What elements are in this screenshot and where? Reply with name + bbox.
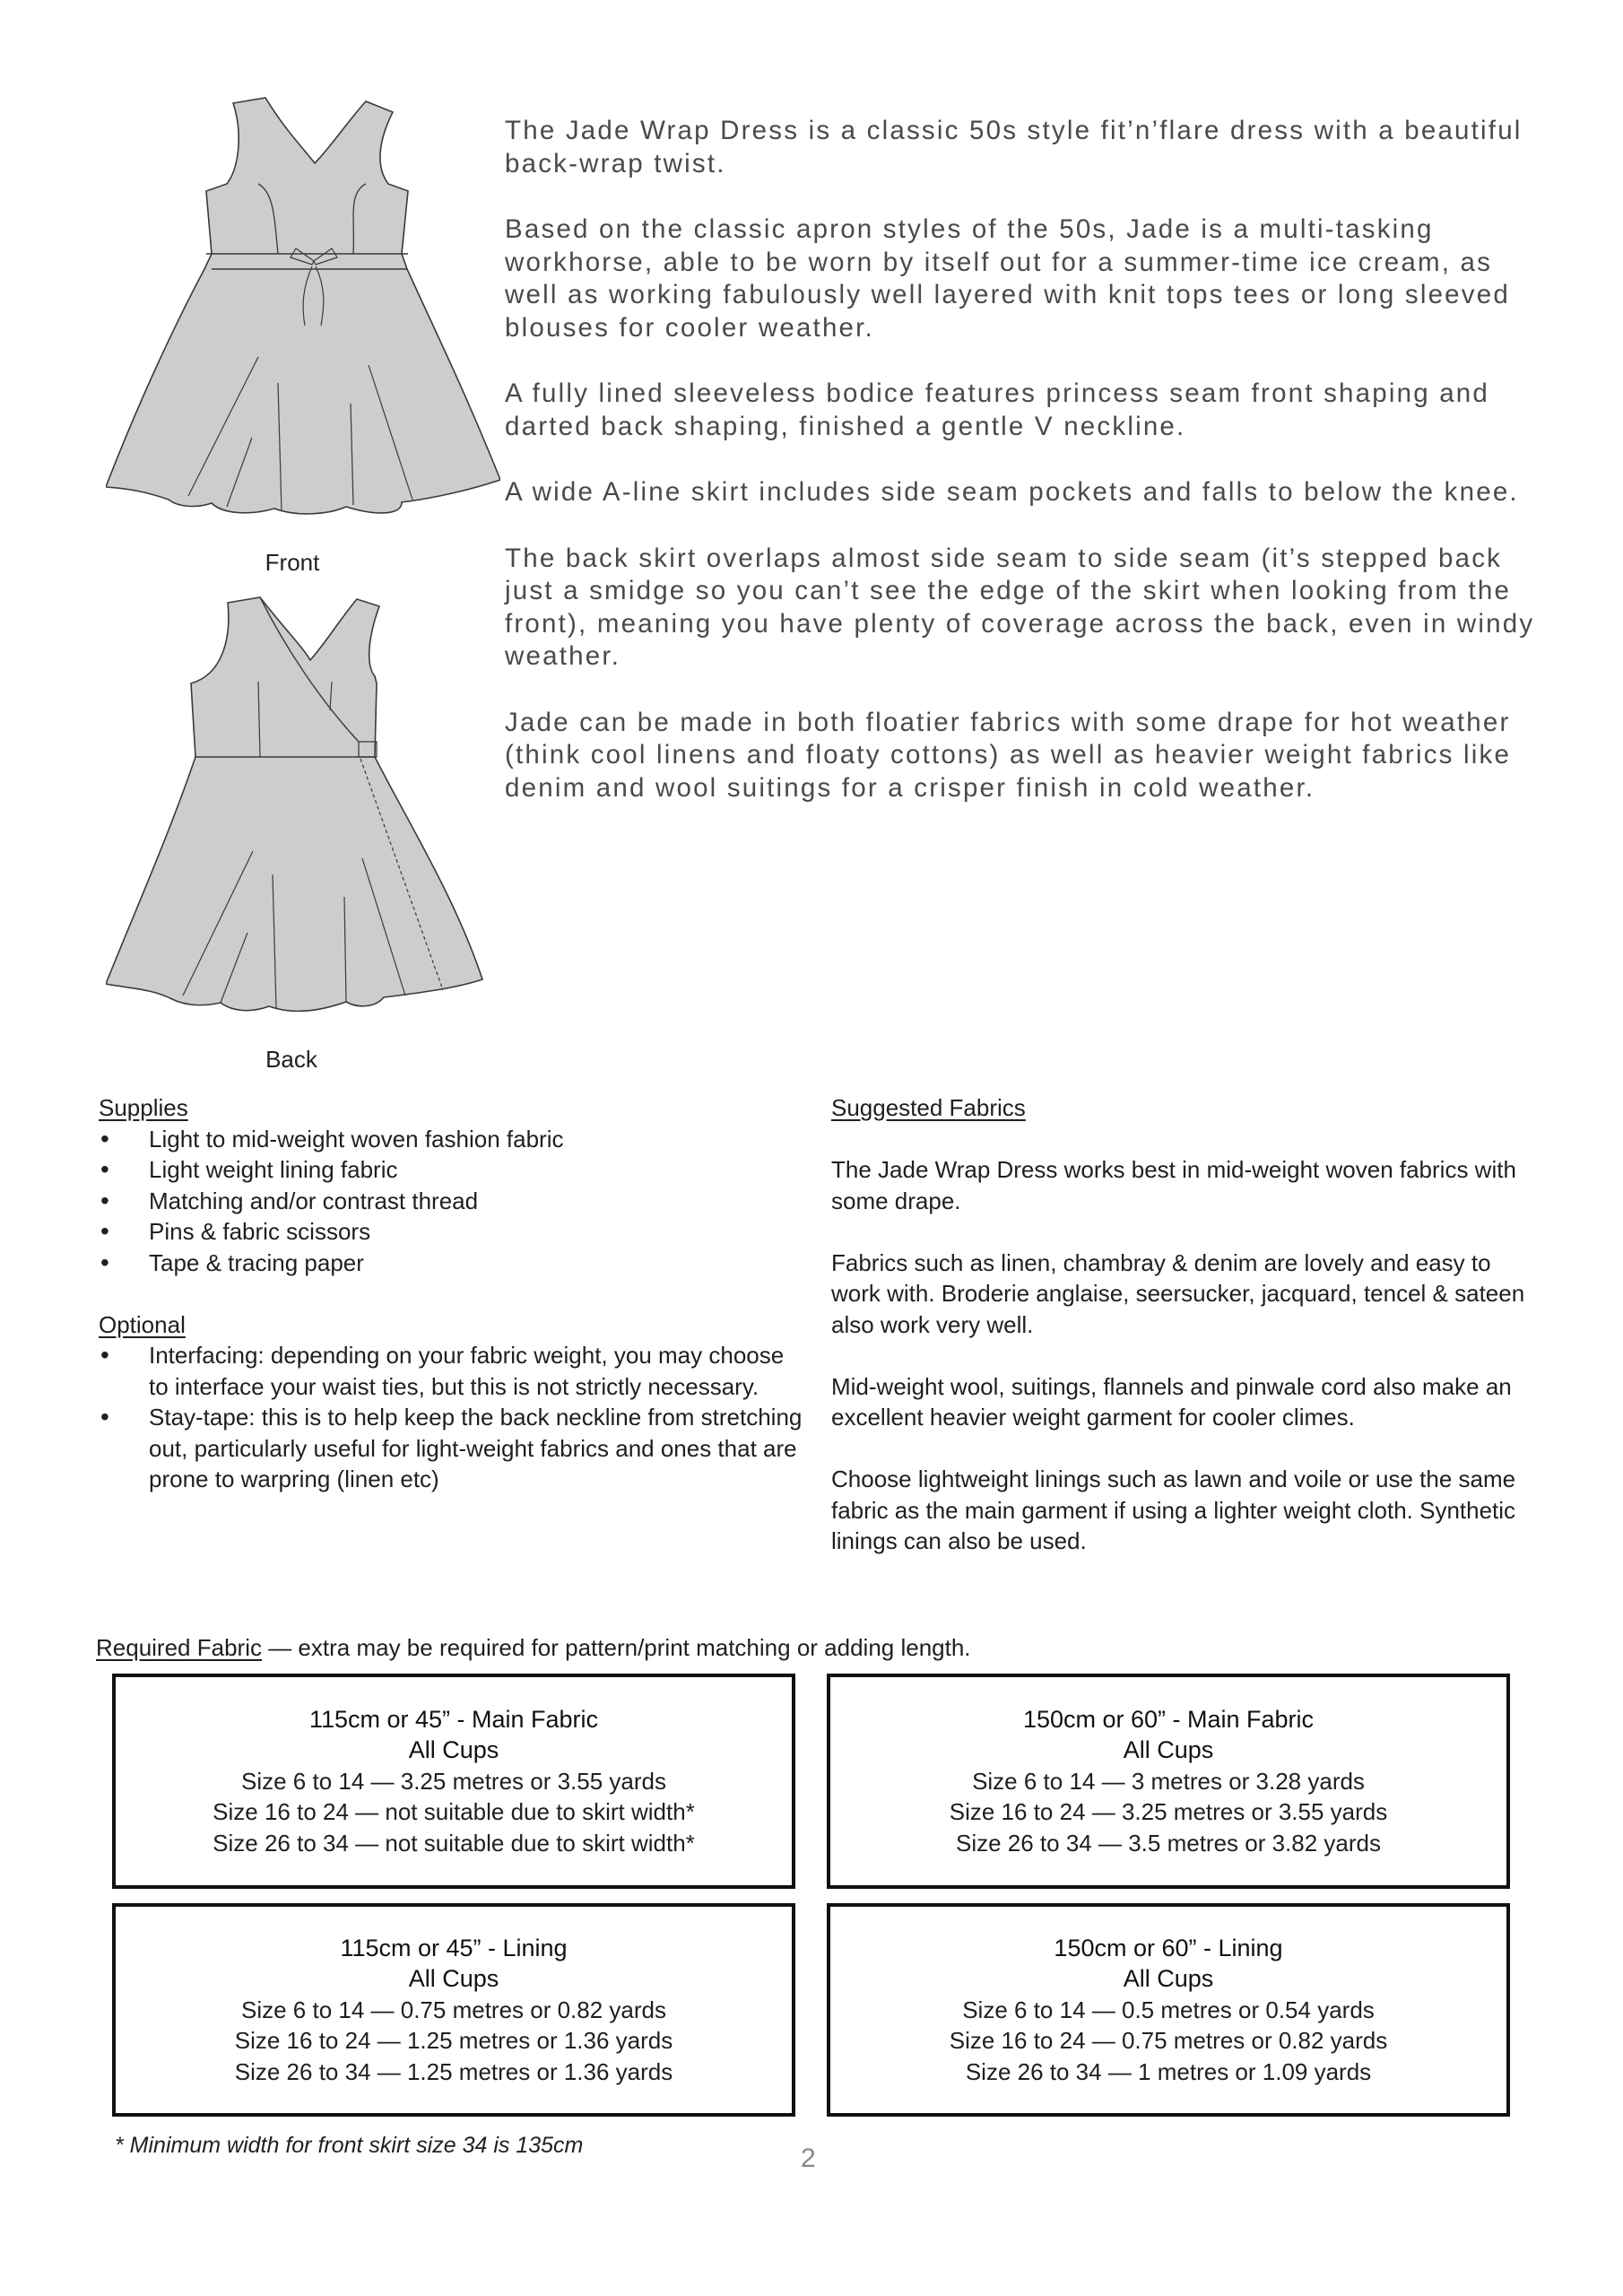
box-row: Size 6 to 14 — 0.75 metres or 0.82 yards	[240, 1996, 667, 2023]
box-row: Size 16 to 24 — 1.25 metres or 1.36 yards	[234, 2027, 673, 2055]
box-subtitle: All Cups	[1123, 1965, 1214, 1993]
box-subtitle: All Cups	[408, 1965, 499, 1993]
fabric-paragraph: Fabrics such as linen, chambray & denim are lovely and easy to work with. Broderie anglaise, seersucker, jacquard, tencel & sateen also work very well.	[831, 1248, 1525, 1338]
fabric-box-150-lining	[827, 1903, 1510, 2117]
suggested-fabrics-heading: Suggested Fabrics	[831, 1094, 1026, 1121]
required-fabric-note: — extra may be required for pattern/print matching or adding length.	[261, 1634, 971, 1661]
fabric-paragraph: Mid-weight wool, suitings, flannels and pinwale cord also make an excellent heavier weight garment for cooler climes.	[831, 1372, 1512, 1431]
front-dress-illustration	[106, 94, 500, 543]
box-row: Size 26 to 34 — 3.5 metres or 3.82 yards	[955, 1829, 1382, 1857]
suggested-fabrics-section	[831, 1092, 1540, 1587]
supply-item: • Pins & fabric scissors	[99, 1216, 807, 1248]
supplies-heading: Supplies	[99, 1094, 188, 1121]
supplies-section	[99, 1092, 807, 1495]
footnote: * Minimum width for front skirt size 34 is 135cm	[115, 2133, 584, 2158]
box-title: 150cm or 60” - Lining	[1054, 1934, 1283, 1961]
box-title: 150cm or 60” - Main Fabric	[1022, 1705, 1315, 1733]
dress-front-icon	[106, 94, 500, 543]
supply-item: • Light to mid-weight woven fashion fabric	[99, 1124, 807, 1155]
optional-list	[99, 1340, 807, 1495]
box-row: Size 26 to 34 — 1 metres or 1.09 yards	[965, 2057, 1372, 2085]
box-subtitle: All Cups	[408, 1736, 499, 1764]
box-row: Size 6 to 14 — 0.5 metres or 0.54 yards	[962, 1996, 1375, 2023]
intro-paragraph: A fully lined sleeveless bodice features princess seam front shaping and darted back shaping, finished a gentle V neckline.	[505, 378, 1490, 441]
dress-back-icon	[106, 594, 500, 1042]
back-label: Back	[265, 1046, 317, 1073]
intro-paragraph: The Jade Wrap Dress is a classic 50s style fit’n’flare dress with a beautiful back-wrap twist.	[505, 116, 1523, 178]
front-label: Front	[265, 549, 320, 576]
fabric-paragraph: The Jade Wrap Dress works best in mid-weight woven fabrics with some drape.	[831, 1156, 1516, 1214]
back-dress-illustration	[106, 594, 500, 1042]
supply-item: • Light weight lining fabric	[99, 1154, 807, 1186]
box-row: Size 6 to 14 — 3 metres or 3.28 yards	[972, 1767, 1365, 1795]
optional-heading: Optional	[99, 1310, 186, 1338]
required-fabric-heading	[96, 1634, 971, 1662]
box-title: 115cm or 45” - Main Fabric	[308, 1705, 599, 1733]
box-row: Size 26 to 34 — 1.25 metres or 1.36 yards	[234, 2057, 673, 2085]
intro-paragraph: Based on the classic apron styles of the 50s, Jade is a multi-tasking workhorse, able to be worn by itself out for a summer-time ice cream, as well as working fabulously well layered with knit tops tees or long sleeved blouses for cooler weather.	[505, 214, 1510, 343]
box-row: Size 16 to 24 — 3.25 metres or 3.55 yards	[949, 1798, 1388, 1826]
optional-item: • Interfacing: depending on your fabric weight, you may choose to interface your waist ties, but this is not strictly necessary.	[99, 1340, 807, 1402]
supply-item: • Matching and/or contrast thread	[99, 1186, 807, 1217]
fabric-box-115-lining	[112, 1903, 795, 2117]
supply-item: • Tape & tracing paper	[99, 1248, 807, 1279]
supplies-list	[99, 1124, 807, 1279]
required-fabric-label: Required Fabric	[96, 1634, 262, 1661]
box-subtitle: All Cups	[1123, 1736, 1214, 1764]
dress-description	[505, 115, 1536, 838]
intro-paragraph: A wide A-line skirt includes side seam pockets and falls to below the knee.	[505, 477, 1519, 507]
box-title: 115cm or 45” - Lining	[340, 1934, 568, 1961]
box-row: Size 26 to 34 — not suitable due to skirt width*	[213, 1829, 695, 1857]
box-row: Size 16 to 24 — not suitable due to skirt width*	[213, 1798, 695, 1826]
intro-paragraph: Jade can be made in both floatier fabrics with some drape for hot weather (think cool linens and floaty cottons) as well as heavier weight fabrics like denim and wool suitings for a crisper finish in cold weather.	[505, 707, 1512, 803]
intro-paragraph: The back skirt overlaps almost side seam to side seam (it’s stepped back just a smidge so you can’t see the edge of the skirt when looking from the front), meaning you have plenty of coverage across the back, even in windy weather.	[505, 543, 1535, 671]
box-row: Size 6 to 14 — 3.25 metres or 3.55 yards	[240, 1767, 667, 1795]
optional-item: • Stay-tape: this is to help keep the back neckline from stretching out, particularly useful for light-weight fabrics and ones that are prone to warpring (linen etc)	[99, 1402, 807, 1495]
fabric-box-115-main	[112, 1674, 795, 1889]
page-number: 2	[801, 2144, 816, 2173]
box-row: Size 16 to 24 — 0.75 metres or 0.82 yards	[949, 2027, 1388, 2055]
fabric-paragraph: Choose lightweight linings such as lawn and voile or use the same fabric as the main garment if using a lighter weight cloth. Synthetic linings can also be used.	[831, 1465, 1516, 1554]
fabric-box-150-main	[827, 1674, 1510, 1889]
